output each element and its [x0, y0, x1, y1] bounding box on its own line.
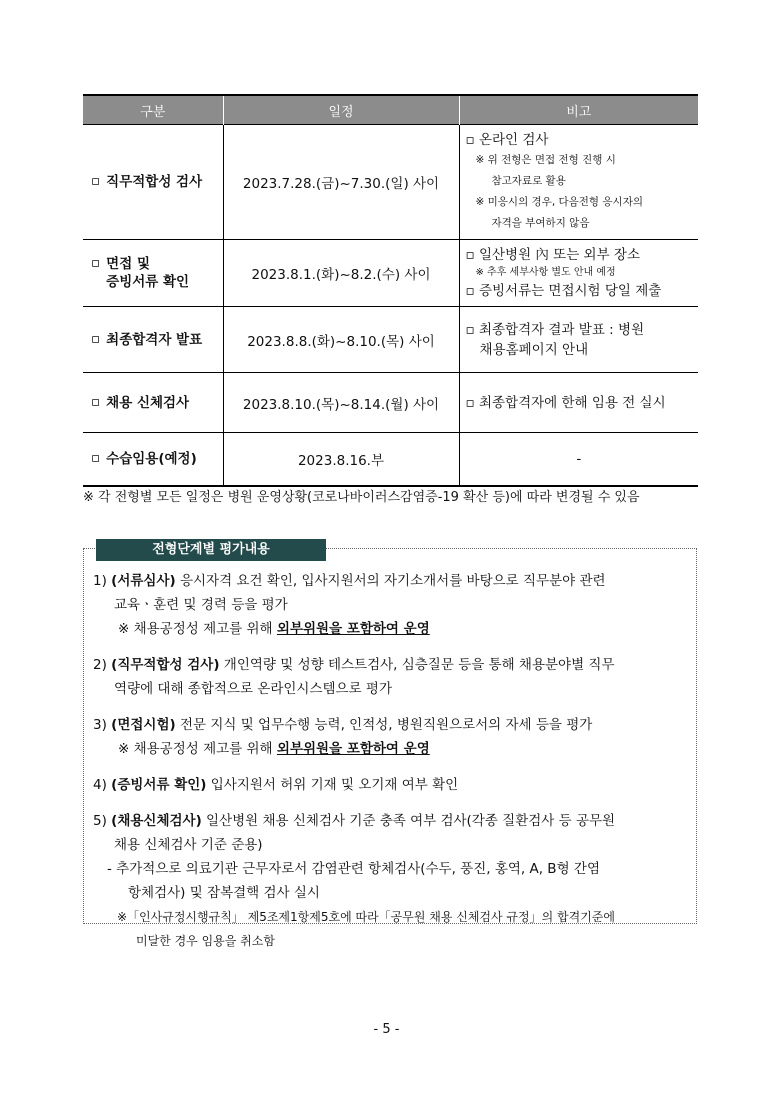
header-schedule: 일정 — [223, 95, 459, 125]
item-note-emphasis: 외부위원을 포함하여 운영 — [276, 621, 430, 637]
evaluation-title: 전형단계별 평가내용 — [96, 539, 326, 561]
bullet-icon: ▫ — [91, 449, 101, 466]
category-label: 최종합격자 발표 — [106, 331, 203, 348]
table-row — [83, 433, 698, 486]
row-note — [459, 433, 698, 486]
item-dash-note: - 추가적으로 의료기관 근무자로서 감염관련 항체검사(수두, 풍진, 홍역, A, B형 간염 — [107, 861, 600, 877]
item-text-cont: 교육ㆍ훈련 및 경력 등을 평가 — [114, 597, 288, 613]
evaluation-item — [93, 773, 690, 797]
note-sub: 자격을 부여하지 않음 — [491, 217, 590, 229]
note-main: - — [576, 450, 582, 467]
item-dash-note-cont: 항체검사) 및 잠복결핵 검사 실시 — [128, 885, 320, 901]
note-main: ▫ 최종합격자 결과 발표 : 병원 — [465, 321, 645, 338]
item-text: 입사지원서 허위 기재 및 오기재 여부 확인 — [210, 777, 459, 793]
row-category — [83, 373, 223, 433]
item-note: ※ 채용공정성 제고를 위해 — [118, 621, 273, 637]
category-label: 증빙서류 확인 — [106, 274, 190, 290]
item-text: 응시자격 요건 확인, 입사지원서의 자기소개서를 바탕으로 직무분야 관련 — [179, 573, 606, 589]
row-schedule: 2023.8.1.(화)~8.2.(수) 사이 — [223, 240, 459, 307]
item-note-emphasis: 외부위원을 포함하여 운영 — [276, 741, 430, 757]
category-label: 면접 및 — [106, 256, 150, 272]
bullet-icon: ▫ — [91, 255, 101, 271]
item-text-cont: 역량에 대해 종합적으로 온라인시스템으로 평가 — [114, 681, 392, 697]
note-sub: ※ 추후 세부사항 별도 안내 예정 — [475, 267, 616, 278]
item-text: 개인역량 및 성향 테스트검사, 심층질문 등을 통해 채용분야별 직무 — [223, 657, 615, 673]
row-schedule: 2023.8.16.부 — [223, 433, 459, 486]
evaluation-item — [93, 569, 690, 641]
note-main: 채용홈페이지 안내 — [479, 341, 589, 358]
header-note: 비고 — [459, 95, 698, 125]
note-main: ▫ 증빙서류는 면접시험 당일 제출 — [465, 283, 662, 299]
table-row — [83, 307, 698, 373]
item-number: 5) — [93, 813, 107, 829]
row-category — [83, 433, 223, 486]
row-schedule: 2023.8.8.(화)~8.10.(목) 사이 — [223, 307, 459, 373]
evaluation-item — [93, 713, 690, 761]
item-note: ※ 채용공정성 제고를 위해 — [118, 741, 273, 757]
item-text: 일산병원 채용 신체검사 기준 충족 여부 검사(각종 질환검사 등 공무원 — [206, 813, 616, 829]
table-row — [83, 240, 698, 307]
item-label: (면접시험) — [111, 717, 176, 733]
item-reference-cont: 미달한 경우 임용을 취소함 — [136, 934, 275, 948]
note-main: ▫ 온라인 검사 — [465, 132, 549, 148]
evaluation-list — [93, 569, 690, 965]
item-label: (서류심사) — [111, 573, 176, 589]
header-category: 구분 — [83, 95, 223, 125]
note-main: ▫ 일산병원 內 또는 외부 장소 — [465, 247, 641, 263]
evaluation-item — [93, 653, 690, 701]
table-row — [83, 125, 698, 240]
category-label: 채용 신체검사 — [106, 394, 190, 411]
note-main: ▫ 최종합격자에 한해 임용 전 실시 — [465, 394, 666, 411]
page-number: - 5 - — [373, 1022, 400, 1037]
item-number: 1) — [93, 573, 107, 589]
item-text: 전문 지식 및 업무수행 능력, 인적성, 병원직원으로서의 자세 등을 평가 — [179, 717, 593, 733]
item-reference: ※「인사규정시행규칙」 제5조제1항제5호에 따라「공무원 채용 신체검사 규정」의 합격기준에 — [117, 910, 615, 924]
bullet-icon: ▫ — [91, 393, 101, 410]
row-note — [459, 240, 698, 307]
note-sub: 참고자료로 활용 — [491, 175, 566, 187]
row-schedule: 2023.8.10.(목)~8.14.(월) 사이 — [223, 373, 459, 433]
table-header-row — [83, 95, 698, 125]
row-category — [83, 307, 223, 373]
row-note — [459, 373, 698, 433]
item-label: (채용신체검사) — [111, 813, 202, 829]
note-sub: ※ 미응시의 경우, 다음전형 응시자의 — [475, 196, 643, 208]
note-sub: ※ 위 전형은 면접 전형 진행 시 — [475, 154, 616, 166]
item-label: (직무적합성 검사) — [111, 657, 220, 673]
item-label: (증빙서류 확인) — [111, 777, 207, 793]
category-label: 수습임용(예정) — [106, 450, 197, 467]
schedule-footnote: ※ 각 전형별 모든 일정은 병원 운영상황(코로나바이러스감염증-19 확산 등)에 따라 변경될 수 있음 — [83, 490, 640, 505]
item-number: 4) — [93, 777, 107, 793]
row-category — [83, 125, 223, 240]
item-number: 3) — [93, 717, 107, 733]
category-label: 직무적합성 검사 — [106, 174, 203, 190]
evaluation-box — [83, 542, 697, 948]
row-category — [83, 240, 223, 307]
bullet-icon: ▫ — [91, 173, 101, 189]
item-number: 2) — [93, 657, 107, 673]
row-schedule: 2023.7.28.(금)~7.30.(일) 사이 — [223, 125, 459, 240]
item-text-cont: 채용 신체검사 기준 준용) — [114, 837, 263, 853]
row-note — [459, 125, 698, 240]
table-row — [83, 373, 698, 433]
evaluation-item — [93, 809, 690, 953]
bullet-icon: ▫ — [91, 330, 101, 347]
schedule-table — [83, 94, 698, 487]
row-note — [459, 307, 698, 373]
